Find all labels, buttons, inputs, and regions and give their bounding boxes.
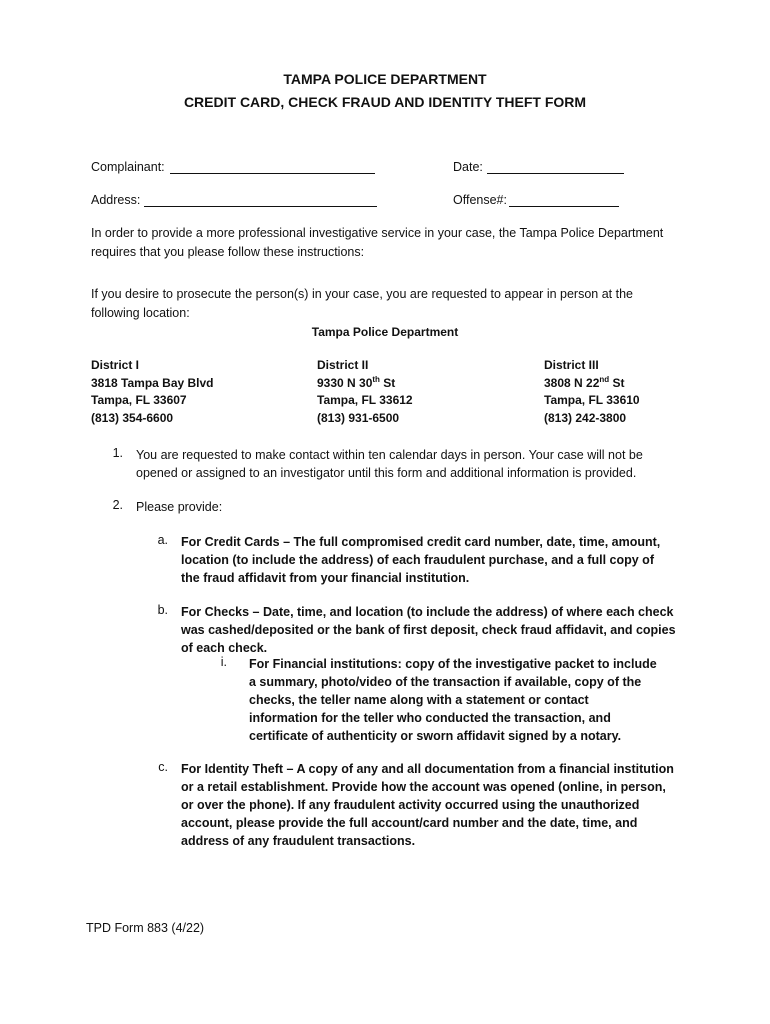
district-name: District III (544, 358, 599, 372)
locations-heading: Tampa Police Department (311, 325, 459, 339)
address-label: Address: (91, 193, 141, 207)
offense-label: Offense#: (453, 193, 507, 207)
prosecute-paragraph: If you desire to prosecute the person(s) in your case, you are requested to appear in person at the following location: (91, 287, 633, 320)
form-title: CREDIT CARD, CHECK FRAUD AND IDENTITY THEFT FORM (183, 94, 587, 110)
district-city: Tampa, FL 33607 (91, 393, 187, 407)
item-number-2: 2. (112, 498, 123, 512)
checks-instructions: For Checks – Date, time, and location (to include the address) of where each check was cashed/deposited or the bank of first deposit, check fraud affidavit, and copies of each check. (181, 605, 676, 655)
item-number-1: 1. (112, 446, 123, 460)
district-phone: (813) 242-3800 (544, 410, 627, 425)
district-2 (317, 357, 413, 427)
department-title: TAMPA POLICE DEPARTMENT (283, 71, 487, 87)
district-street: 3818 Tampa Bay Blvd (91, 375, 214, 390)
intro-paragraph: In order to provide a more professional investigative service in your case, the Tampa Police Department requires that you please follow these instructions: (91, 226, 664, 259)
district-1 (91, 357, 214, 427)
address-field[interactable] (144, 206, 377, 207)
item-letter-c: c. (158, 760, 168, 774)
complainant-label: Complainant: (91, 160, 165, 174)
district-name: District I (91, 358, 140, 372)
form-id-footer: TPD Form 883 (4/22) (86, 921, 205, 935)
date-label: Date: (453, 160, 483, 174)
district-street: 9330 N 30th St (317, 374, 396, 390)
date-field[interactable] (487, 173, 624, 174)
identity-theft-instructions: For Identity Theft – A copy of any and all documentation from a financial institution or a retail establishment. Provide how the account was opened (online, in person, or over the phone). If any fraudulent activity occurred using the unauthorized account, please provide the full account/card number and the date, time, and address of any fraudulent transactions. (181, 762, 674, 848)
instruction-item-1: You are requested to make contact within ten calendar days in person. Your case will not be opened or assigned to an investigator until this form and additional information is provided. (136, 448, 643, 480)
credit-card-instructions: For Credit Cards – The full compromised credit card number, date, time, amount, location (to include the address) of each fraudulent purchase, and a full copy of the fraud affidavit from your financial institution. (181, 535, 661, 585)
district-3 (544, 357, 640, 427)
district-street: 3808 N 22nd St (544, 374, 625, 390)
financial-institution-instructions: For Financial institutions: copy of the investigative packet to include a summary, photo/video of the transaction if available, copy of the checks, the teller name along with a statement or contact information for the teller who conducted the transaction, and certificate of authenticity or sworn affidavit signed by a notary. (249, 657, 657, 743)
complainant-field[interactable] (170, 173, 375, 174)
item-roman-i: i. (220, 655, 227, 669)
offense-number-field[interactable] (509, 206, 619, 207)
item-letter-a: a. (157, 533, 168, 547)
instruction-item-2: Please provide: (136, 500, 223, 514)
district-phone: (813) 354-6600 (91, 410, 174, 425)
district-phone: (813) 931-6500 (317, 410, 400, 425)
district-city: Tampa, FL 33610 (544, 393, 640, 407)
item-letter-b: b. (157, 603, 168, 617)
district-city: Tampa, FL 33612 (317, 393, 413, 407)
district-name: District II (317, 358, 369, 372)
